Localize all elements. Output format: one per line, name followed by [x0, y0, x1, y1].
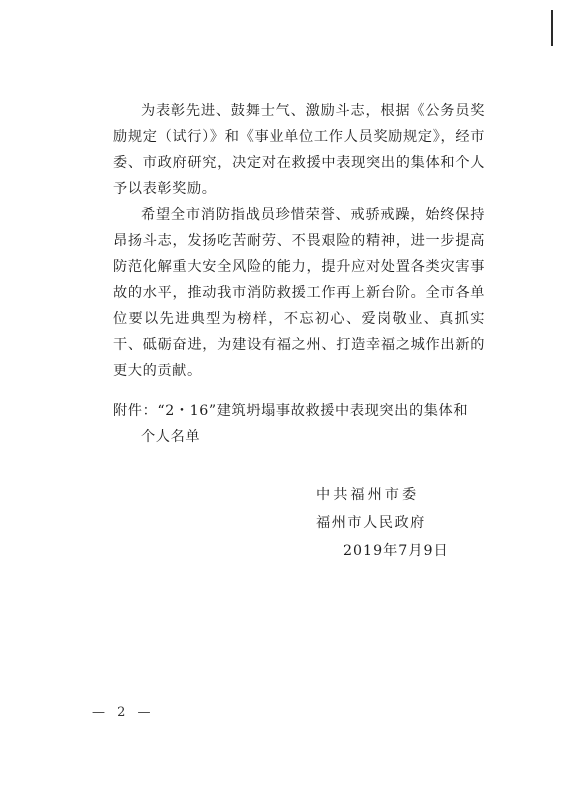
attachment-line-1: 附件：“2・16”建筑坍塌事故救援中表现突出的集体和	[113, 403, 469, 419]
attachment-note	[113, 398, 485, 450]
issue-date: 2019年7月9日	[343, 543, 449, 559]
body-paragraph-2: 希望全市消防指战员珍惜荣誉、戒骄戒躁，始终保持昂扬斗志，发扬吃苦耐劳、不畏艰险的精神，进一步提高防范化解重大安全风险的能力，提升应对处置各类灾害事故的水平，推动我市消防救援工作再上新台阶。全市各单位要以先进典型为榜样，不忘初心、爱岗敬业、真抓实干、砥砺奋进，为建设有福之州、打造幸福之城作出新的更大的贡献。	[113, 207, 485, 379]
attachment-line-2: 个人名单	[141, 429, 201, 445]
signatory-party-committee: 中共福州市委	[316, 487, 420, 503]
body-paragraph-1: 为表彰先进、鼓舞士气、激励斗志，根据《公务员奖励规定（试行）》和《事业单位工作人员奖励规定》，经市委、市政府研究，决定对在救援中表现突出的集体和个人予以表彰奖励。	[113, 103, 485, 197]
page-number: — 2 —	[92, 705, 155, 720]
scan-edge-mark	[551, 10, 553, 46]
signatory-government: 福州市人民政府	[316, 515, 426, 531]
